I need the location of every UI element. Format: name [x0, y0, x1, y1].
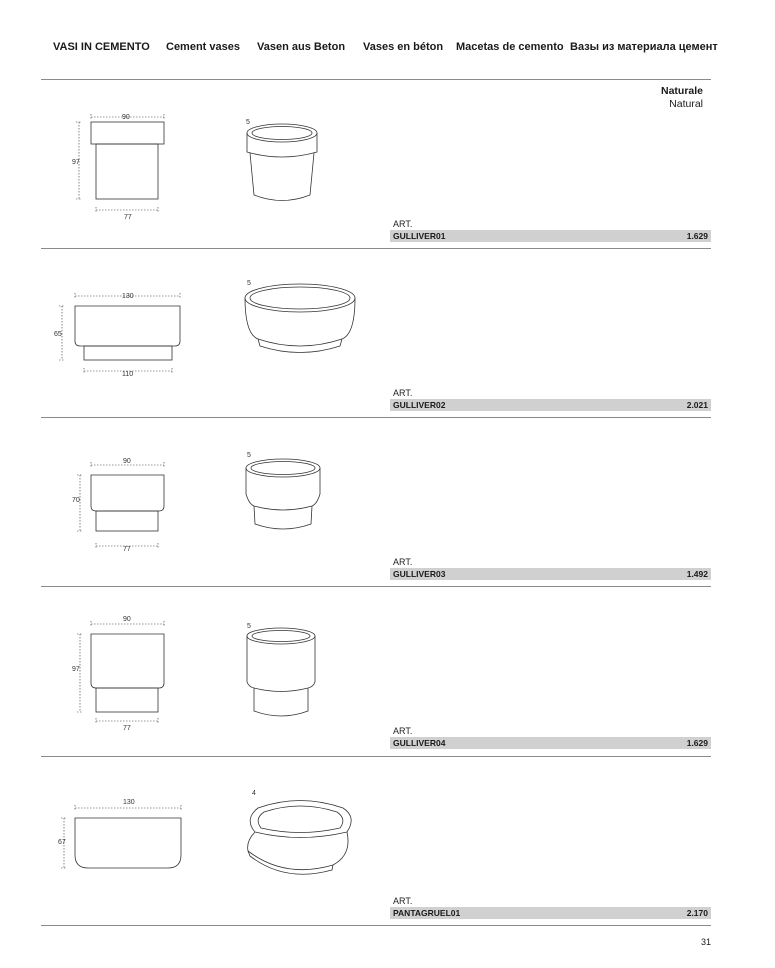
gulliver03-dim-thickness: 5: [247, 452, 251, 459]
gulliver01-profile-base: [96, 144, 158, 199]
gulliver01-dim-height: 97: [72, 159, 80, 166]
product-row-gulliver02: [0, 249, 775, 418]
gulliver02-dim-bottom: 110: [122, 371, 134, 378]
pantagruel01-dim-thickness: 4: [252, 790, 256, 797]
pantagruel01-profile: [75, 818, 181, 868]
gulliver03-profile-top: [91, 475, 164, 511]
product-price: 1.629: [686, 738, 708, 748]
pantagruel01-drawings: [0, 757, 775, 926]
gulliver02-rim-outer: [245, 284, 355, 312]
gulliver03-dim-top: 90: [123, 458, 131, 465]
pantagruel01-dim-top: 130: [123, 799, 135, 806]
gulliver04-dim-height: 97: [72, 666, 80, 673]
header-ru: Вазы из материала цемент: [570, 41, 718, 53]
header-fr: Vases en béton: [363, 41, 444, 53]
product-code: GULLIVER03: [393, 569, 446, 579]
gulliver01-profile-top: [91, 122, 164, 144]
product-code-bar: [390, 568, 711, 580]
finish-it: Naturale: [660, 85, 703, 97]
header-de: Vasen aus Beton: [257, 41, 346, 53]
gulliver03-dim-height: 70: [72, 497, 80, 504]
gulliver01-dim-thickness: 5: [246, 119, 250, 126]
pantagruel01-dim-height: 67: [58, 839, 66, 846]
product-code-bar: [390, 399, 711, 411]
gulliver03-drawings: [0, 418, 775, 587]
product-code-bar: [390, 230, 711, 242]
gulliver01-dim-top: 90: [122, 114, 130, 121]
gulliver02-dim-top: 130: [122, 293, 134, 300]
header-en: Cement vases: [166, 41, 240, 53]
gulliver04-dim-thickness: 5: [247, 623, 251, 630]
header-es: Macetas de cemento: [456, 41, 564, 53]
gulliver01-dim-bottom: 77: [124, 214, 132, 221]
gulliver04-dim-top: 90: [123, 616, 131, 623]
finish-en: Natural: [669, 98, 703, 110]
gulliver03-profile-base: [96, 511, 158, 531]
gulliver02-dim-thickness: 5: [247, 280, 251, 287]
gulliver04-profile-base: [96, 688, 158, 712]
gulliver02-drawings: [0, 249, 775, 418]
art-label: ART.: [393, 388, 413, 398]
page-number: 31: [700, 937, 711, 947]
gulliver04-profile-top: [91, 634, 164, 688]
gulliver02-profile-top: [75, 306, 180, 346]
product-price: 2.170: [686, 908, 708, 918]
product-code: GULLIVER04: [393, 738, 446, 748]
product-price: 1.492: [686, 569, 708, 579]
art-label: ART.: [393, 557, 413, 567]
row-divider: [41, 925, 711, 926]
gulliver02-dim-height: 65: [54, 331, 62, 338]
gulliver01-drawings: [0, 80, 775, 249]
product-row-gulliver03: [0, 418, 775, 587]
product-price: 2.021: [686, 400, 708, 410]
header-it: VASI IN CEMENTO: [53, 41, 150, 53]
art-label: ART.: [393, 896, 413, 906]
gulliver04-dim-bottom: 77: [123, 725, 131, 732]
product-code: PANTAGRUEL01: [393, 908, 461, 918]
product-row-gulliver04: [0, 587, 775, 756]
product-code-bar: [390, 737, 711, 749]
gulliver03-dim-bottom: 77: [123, 546, 131, 553]
art-label: ART.: [393, 726, 413, 736]
product-code: GULLIVER02: [393, 400, 446, 410]
gulliver02-profile-base: [84, 346, 172, 360]
product-code: GULLIVER01: [393, 231, 446, 241]
product-code-bar: [390, 907, 711, 919]
product-row-pantagruel01: [0, 757, 775, 926]
art-label: ART.: [393, 219, 413, 229]
gulliver04-drawings: [0, 587, 775, 756]
product-row-gulliver01: [0, 80, 775, 249]
language-header: [53, 41, 733, 57]
product-price: 1.629: [686, 231, 708, 241]
